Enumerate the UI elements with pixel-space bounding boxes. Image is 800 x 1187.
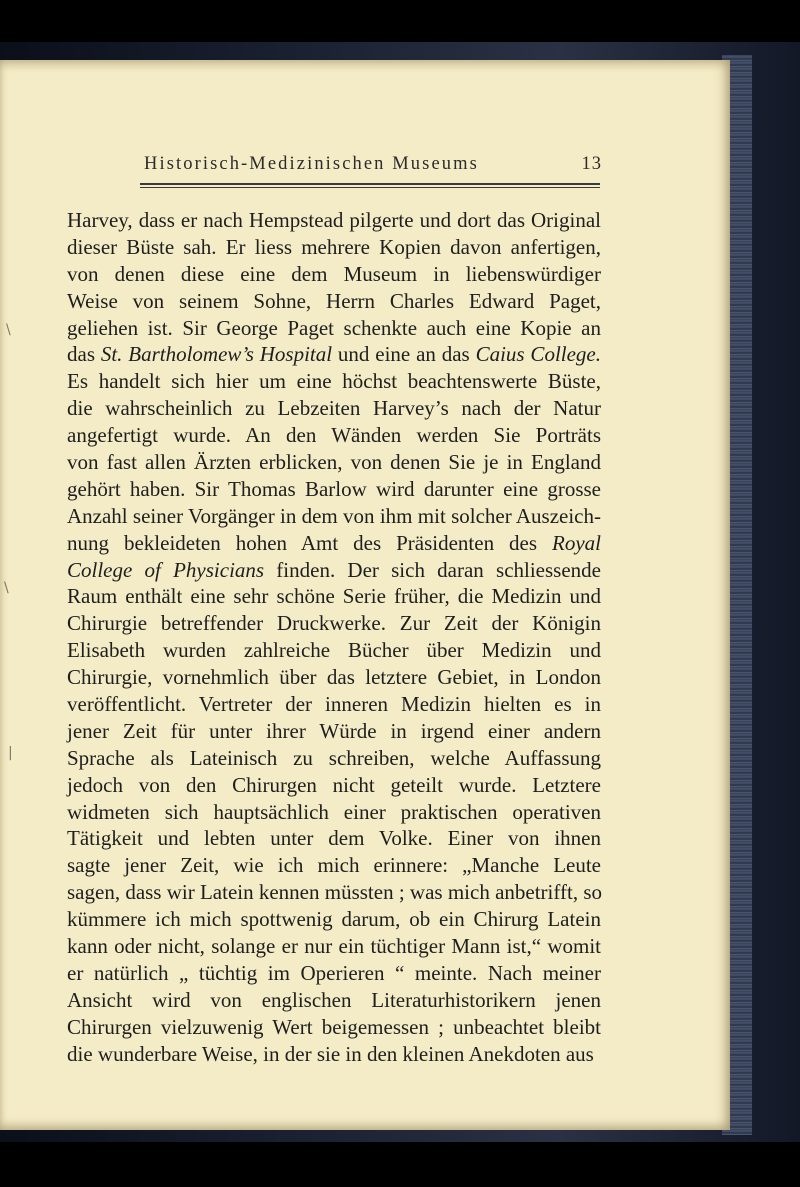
text-run: Es handelt sich hier um eine höchst beachtenswerte Büste,: [67, 369, 601, 394]
text-line: [67, 852, 601, 879]
text-line: [67, 530, 601, 557]
text-run: Chirurgie betreffender Druckwerke. Zur Zeit der Königin: [67, 611, 601, 636]
body-text: [67, 207, 601, 1068]
italic-title: St. Bartholomew’s Hospital: [100, 342, 333, 367]
text-line: [67, 1014, 601, 1041]
text-line: [67, 879, 601, 906]
text-run: das: [67, 342, 101, 367]
text-run: gehört haben. Sir Thomas Barlow wird darunter eine grosse: [67, 476, 601, 501]
text-line: [67, 449, 601, 476]
text-run: die wunderbare Weise, in der sie in den kleinen Anekdoten aus: [67, 1041, 594, 1066]
text-run: Weise von seinem Sohne, Herrn Charles Edward Paget,: [67, 288, 601, 313]
page-number: 13: [581, 154, 602, 174]
text-line: [67, 933, 601, 960]
text-run: von fast allen Ärzten erblicken, von denen Sie je in England: [67, 450, 601, 475]
text-line: [67, 395, 601, 422]
text-line: [67, 637, 601, 664]
text-line: [67, 772, 601, 799]
text-run: sagen, dass wir Latein kennen müssten ; was mich anbetrifft, so: [67, 880, 602, 905]
text-run: von denen diese eine dem Museum in liebenswürdiger: [67, 261, 601, 286]
margin-tick-mark: \: [6, 322, 11, 338]
text-line: [67, 315, 601, 342]
text-run: Tätigkeit und lebten unter dem Volke. Einer von ihnen: [67, 826, 601, 851]
margin-tick-mark: \: [4, 580, 9, 596]
text-line: [67, 207, 601, 234]
text-run: Elisabeth wurden zahlreiche Bücher über Medizin und: [67, 638, 601, 663]
text-run: die wahrscheinlich zu Lebzeiten Harvey’s nach der Natur: [67, 396, 601, 421]
running-title: Historisch-Medizinischen Museums: [144, 154, 479, 174]
header-rule-thin: [140, 187, 600, 188]
text-line: [67, 745, 601, 772]
text-line: [67, 799, 601, 826]
text-line: [67, 341, 601, 368]
text-run: angefertigt wurde. An den Wänden werden Sie Porträts: [67, 423, 601, 448]
text-run: veröffentlicht. Vertreter der inneren Medizin hielten es in: [67, 692, 601, 717]
text-line: [67, 476, 601, 503]
text-line: [67, 718, 601, 745]
text-line: [67, 960, 601, 987]
text-run: Chirurgen vielzuwenig Wert beigemessen ; unbeachtet bleibt: [67, 1014, 601, 1039]
text-run: sagte jener Zeit, wie ich mich erinnere: „Manche Leute: [67, 853, 601, 878]
text-run: Raum enthält eine sehr schöne Serie früher, die Medizin und: [67, 584, 601, 609]
text-line: [67, 610, 601, 637]
text-run: kann oder nicht, solange er nur ein tüchtiger Mann ist,“ womit: [67, 934, 601, 959]
margin-tick-mark: |: [8, 745, 13, 761]
text-line: [67, 261, 601, 288]
text-run: jener Zeit für unter ihrer Würde in irgend einer andern: [67, 718, 601, 743]
text-run: er natürlich „ tüchtig im Operieren “ meinte. Nach meiner: [67, 960, 601, 985]
text-line: [67, 664, 601, 691]
text-run: und eine an das: [332, 342, 476, 367]
text-run: Anzahl seiner Vorgänger in dem von ihm mit solcher Auszeich-: [67, 503, 601, 528]
text-line: [67, 583, 601, 610]
text-run: widmeten sich hauptsächlich einer praktischen operativen: [67, 799, 601, 824]
text-run: geliehen ist. Sir George Paget schenkte auch eine Kopie an: [67, 315, 601, 340]
header-rule-thick: [140, 183, 600, 185]
text-run: jedoch von den Chirurgen nicht geteilt wurde. Letztere: [67, 772, 601, 797]
text-run: Chirurgie, vornehmlich über das letztere Gebiet, in London: [67, 665, 601, 690]
text-run: dieser Büste sah. Er liess mehrere Kopien davon anfertigen,: [67, 234, 601, 259]
text-line: [67, 288, 601, 315]
text-line: [67, 1041, 601, 1068]
text-line: [67, 987, 601, 1014]
text-run: finden. Der sich daran schliessende: [264, 557, 601, 582]
text-run: Harvey, dass er nach Hempstead pilgerte und dort das Original: [67, 208, 601, 232]
text-line: [67, 422, 601, 449]
text-line: [67, 825, 601, 852]
text-run: Sprache als Lateinisch zu schreiben, welche Auffassung: [67, 745, 601, 770]
text-line: [67, 234, 601, 261]
italic-title: Caius College.: [475, 342, 601, 367]
page-header: [140, 150, 602, 180]
italic-title: College of Physicians: [67, 557, 265, 582]
italic-title: Royal: [552, 530, 601, 555]
text-line: [67, 557, 601, 584]
text-line: [67, 503, 601, 530]
text-run: kümmere ich mich spottwenig darum, ob ein Chirurg Latein: [67, 907, 601, 932]
text-run: Ansicht wird von englischen Literaturhistorikern jenen: [67, 987, 601, 1012]
text-line: [67, 368, 601, 395]
text-line: [67, 691, 601, 718]
text-run: nung bekleideten hohen Amt des Präsidenten des: [67, 530, 553, 555]
text-line: [67, 906, 601, 933]
